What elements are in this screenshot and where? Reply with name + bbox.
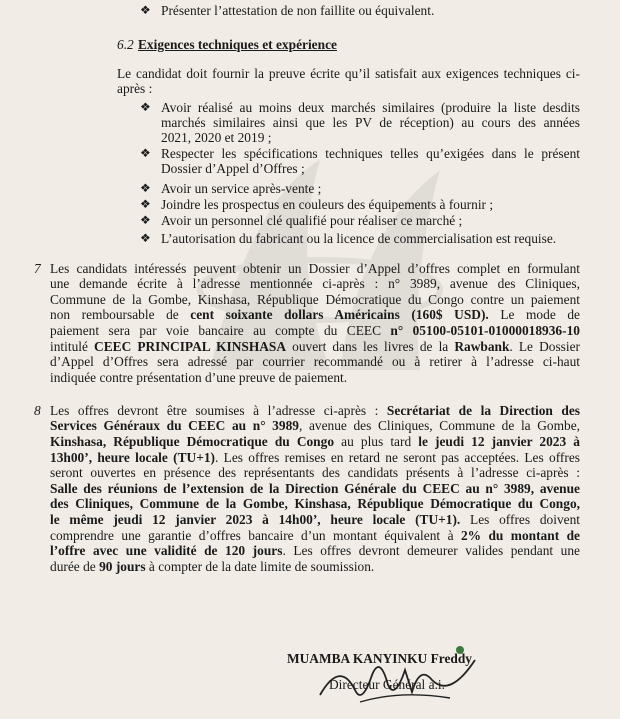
bullet-icon: ❖: [140, 100, 151, 114]
paragraph-line: non remboursable de cent soixante dollars Américains (160$ USD). Le mode de: [50, 307, 580, 322]
bullet-icon: ❖: [140, 3, 151, 17]
paragraph-line: Services Généraux du CEEC au n° 3989, avenue des Cliniques, Commune de la Gombe,: [50, 418, 581, 433]
paragraph-line: Salle des réunions de l’extension de la Direction Générale du CEEC au n° 3989, avenue: [50, 481, 580, 496]
list-item-line: marchés similaires ainsi que les PV de réception) au cours des années: [161, 115, 580, 130]
paragraph-line: durée de 90 jours à compter de la date limite de soumission.: [50, 559, 375, 574]
paragraph-line: 13h00’, heure locale (TU+1). Les offres remises en retard ne seront pas acceptées. Les offres: [50, 450, 580, 465]
signatory-name: MUAMBA KANYINKU Freddy: [287, 651, 472, 666]
section-number: 6.2: [117, 37, 134, 52]
bullet-icon: ❖: [140, 146, 151, 160]
paragraph-number: 7: [34, 261, 41, 276]
section-intro-line: Le candidat doit fournir la preuve écrite qu’il satisfait aux exigences techniques ci-: [117, 66, 580, 81]
paragraph-line: seront ouvertes en présence des représentants des candidats présents à l’adresse ci-après :: [50, 465, 580, 480]
list-item-line: Dossier d’Appel d’Offres ;: [161, 161, 305, 176]
section-intro-line: après :: [117, 81, 153, 96]
list-item-line: Respecter les spécifications techniques telles qu’exigées dans le présent: [161, 146, 580, 161]
paragraph-line: une demande écrite à l’adresse mentionnée ci-après : n° 3989, avenue des Cliniques,: [50, 276, 580, 291]
paragraph-line: Les candidats intéressés peuvent obtenir un Dossier d’Appel d’offres complet en formulant: [50, 261, 580, 276]
paragraph-line: Les offres devront être soumises à l’adresse ci-après : Secrétariat de la Direction des: [50, 403, 580, 418]
bullet-icon: ❖: [140, 231, 151, 245]
list-item: Avoir un personnel clé qualifié pour réaliser ce marché ;: [161, 213, 463, 228]
bullet-icon: ❖: [140, 181, 151, 195]
paragraph-line: comprendre une garantie d’offres bancaire d’un montant équivalent à 2% du montant de: [50, 528, 580, 543]
paragraph-line: l’offre avec une validité de 120 jours. Les offres devront demeurer valides pendant une: [50, 543, 580, 558]
paragraph-line: d’Appel d’Offres sera adressé par courrier recommandé ou à retirer à l’adresse ci-haut: [50, 354, 580, 369]
list-item: Avoir un service après-vente ;: [161, 181, 322, 196]
bullet-icon: ❖: [140, 197, 151, 211]
paragraph-line: le même jeudi 12 janvier 2023 à 14h00’, heure locale (TU+1). Les offres doivent: [50, 512, 580, 527]
list-item: L’autorisation du fabricant ou la licence de commercialisation est requise.: [161, 231, 557, 246]
top-list-item: Présenter l’attestation de non faillite ou équivalent.: [161, 3, 435, 18]
paragraph-line: Commune de la Gombe, Kinshasa, République Démocratique du Congo contre un paiement: [50, 292, 580, 307]
paragraph-line: des Cliniques, Commune de la Gombe, Kinshasa, République Démocratique du Congo,: [50, 496, 580, 511]
list-item-line: 2021, 2020 et 2019 ;: [161, 130, 272, 145]
signatory-title: Directeur Général a.i.: [329, 677, 445, 692]
paragraph-line: paiement sera par voie bancaire au compte du CEEC n° 05100-05101-01000018936-10: [50, 323, 580, 338]
bullet-icon: ❖: [140, 213, 151, 227]
paragraph-line: indiquée contre présentation d’une preuve de paiement.: [50, 370, 348, 385]
paragraph-line: intitulé CEEC PRINCIPAL KINSHASA ouvert dans les livres de la Rawbank. Le Dossier: [50, 339, 580, 354]
section-heading: Exigences techniques et expérience: [138, 37, 337, 52]
list-item-line: Avoir réalisé au moins deux marchés similaires (produire la liste desdits: [161, 100, 580, 115]
paragraph-line: Kinshasa, République Démocratique du Congo au plus tard le jeudi 12 janvier 2023 à: [50, 434, 581, 449]
list-item: Joindre les prospectus en couleurs des équipements à fournir ;: [161, 197, 494, 212]
paragraph-number: 8: [34, 403, 41, 418]
